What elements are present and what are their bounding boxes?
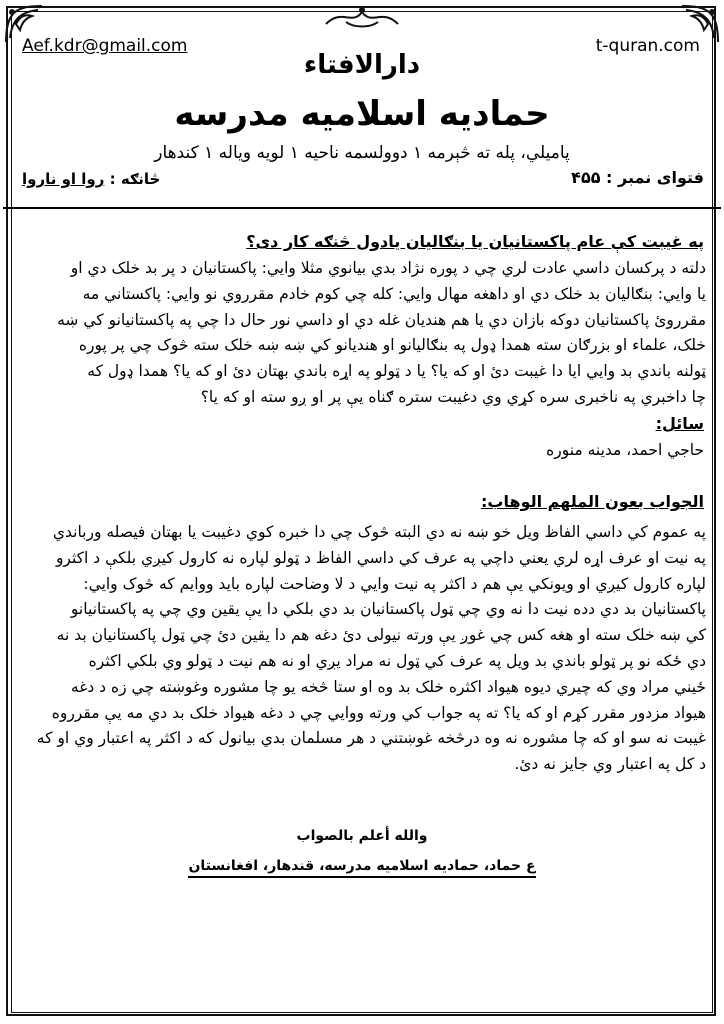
answer-text <box>18 520 706 778</box>
fatwa-number-label: فتوای نمبر : <box>606 168 704 187</box>
signature-line <box>0 858 724 874</box>
asker-label: سائل: <box>655 414 704 433</box>
answer-line: ځیني مراد وي که چیري دیوه هیواد اکثره خلک بد وه او ستا څخه یو چا مشوره وغوښته چي زه د دغه <box>70 677 706 696</box>
asker-name: حاجي احمد، مدینه منوره <box>546 441 704 459</box>
question-text <box>18 256 706 411</box>
closing-phrase: والله أعلم بالصواب <box>296 828 428 844</box>
category-label: څانګه : <box>109 170 161 188</box>
question-line: مقرروئ پاکستانیان دوکه بازان دي یا هم هندیان غله دي او داسي نور حال دا چي په پاکستانیانو کي ښه <box>57 310 706 329</box>
category <box>22 170 160 188</box>
answer-line: هیواد مزدور مقرر کړم او که یا؟ ته په جواب کي ورته ووایي چي د دغه هیواد خلک بد دي مه یې مقرروه <box>51 703 706 722</box>
fatwa-number-value: ۴۵۵ <box>571 168 601 187</box>
signer: ع حماد، حمادیه اسلامیه مدرسه، قندهار، افغانستان <box>188 858 535 878</box>
question-title: په غیبت کې عام پاکستانیان یا بنګالیان یادول څنګه کار دی؟ <box>246 232 704 251</box>
question-line: یا وایي: بنګالیان بد خلک دي او داهغه مهال وایي: کله چي کوم خادم مقرروي نو وایي: پاکستاني مه <box>82 284 706 303</box>
answer-line: په نیت او عرف اړه لري یعني داچي په عرف کي داسي الفاظ د ټولو لپاره نه کارول کیږي بلکې د اکثرو <box>55 548 706 567</box>
answer-line: لپاره کارول کیږي او ویونکي یې هم د اکثر په نیت وایي د لا وضاحت لپاره باید ووایم که څوک وایي: <box>83 574 706 593</box>
answer-line: کي ښه خلک سته او هغه کس چي غوږ یې ورته نیولی دئ دغه هم دا یقین دئ چي ټول پاکستانیان بد نه <box>56 626 706 645</box>
answer-line: په عموم کي داسي الفاظ ویل خو ښه نه دي البته څوک چي دا خبره کوي دغیبت یا بهتان فیصله ورباندي <box>52 523 706 541</box>
question-line: ټولنه باندي بد وایي ایا دا غیبت دئ او که یا؟ یا د ټولو په اړه باندي بهتان دئ او که یا؟ همدا ډول که <box>87 362 706 381</box>
answer-line: پاکستانیان بد دي دده نیت دا نه وي چي ټول پاکستانیان بد دي بلکي دا یې یقین وي چي په پاکستانیانو <box>70 600 706 619</box>
darul-ifta-heading: دارالافتاء <box>303 50 421 80</box>
question-line: چا داخبري په ناخبری سره کړي وي دغیبت ستره ګناه یې پر او ږو سته او که یا؟ <box>200 387 706 406</box>
madrasa-title: حمادیه اسلامیه مدرسه <box>174 94 550 134</box>
top-center-ornament <box>322 4 402 32</box>
madrasa-address: پامیلي، پله ته څېرمه ۱ دوولسمه ناحیه ۱ لویه ویاله ۱ کندهار <box>154 143 570 163</box>
website-url[interactable]: t-quran.com <box>595 36 700 56</box>
question-line: خلک، علماء او بزرګان سته همدا ډول په بنګالیانو او هندیانو کي ښه ښه خلک سته څوک چي پر پوره <box>78 336 706 355</box>
answer-line: غیبت نه سو او که چا مشوره نه وه درڅخه غوښتني د هر مسلمان بدي بیانول که د اکثر په اعتبار وي او که <box>36 729 706 748</box>
header-divider <box>3 207 721 209</box>
answer-label: الجواب بعون الملهم الوهاب: <box>480 492 704 511</box>
category-value: روا او ناروا <box>22 170 105 188</box>
answer-line: دي ځکه نو پر ټولو باندي بد ویل په عرف کي ټول نه مراد یږي او نه هم نیت د ټولو وي بلکي اکثره <box>88 651 706 670</box>
email-address[interactable]: Aef.kdr@gmail.com <box>22 36 188 56</box>
question-line: دلته د پرکسان داسي عادت لري چي د پوره نژاد بدي بیانوي مثلا وایي: پاکستانیان د پر بد خلک دي او <box>70 259 706 277</box>
answer-line: د کل په اعتبار وي جایز نه دئ. <box>514 755 706 774</box>
fatwa-number <box>571 168 704 187</box>
